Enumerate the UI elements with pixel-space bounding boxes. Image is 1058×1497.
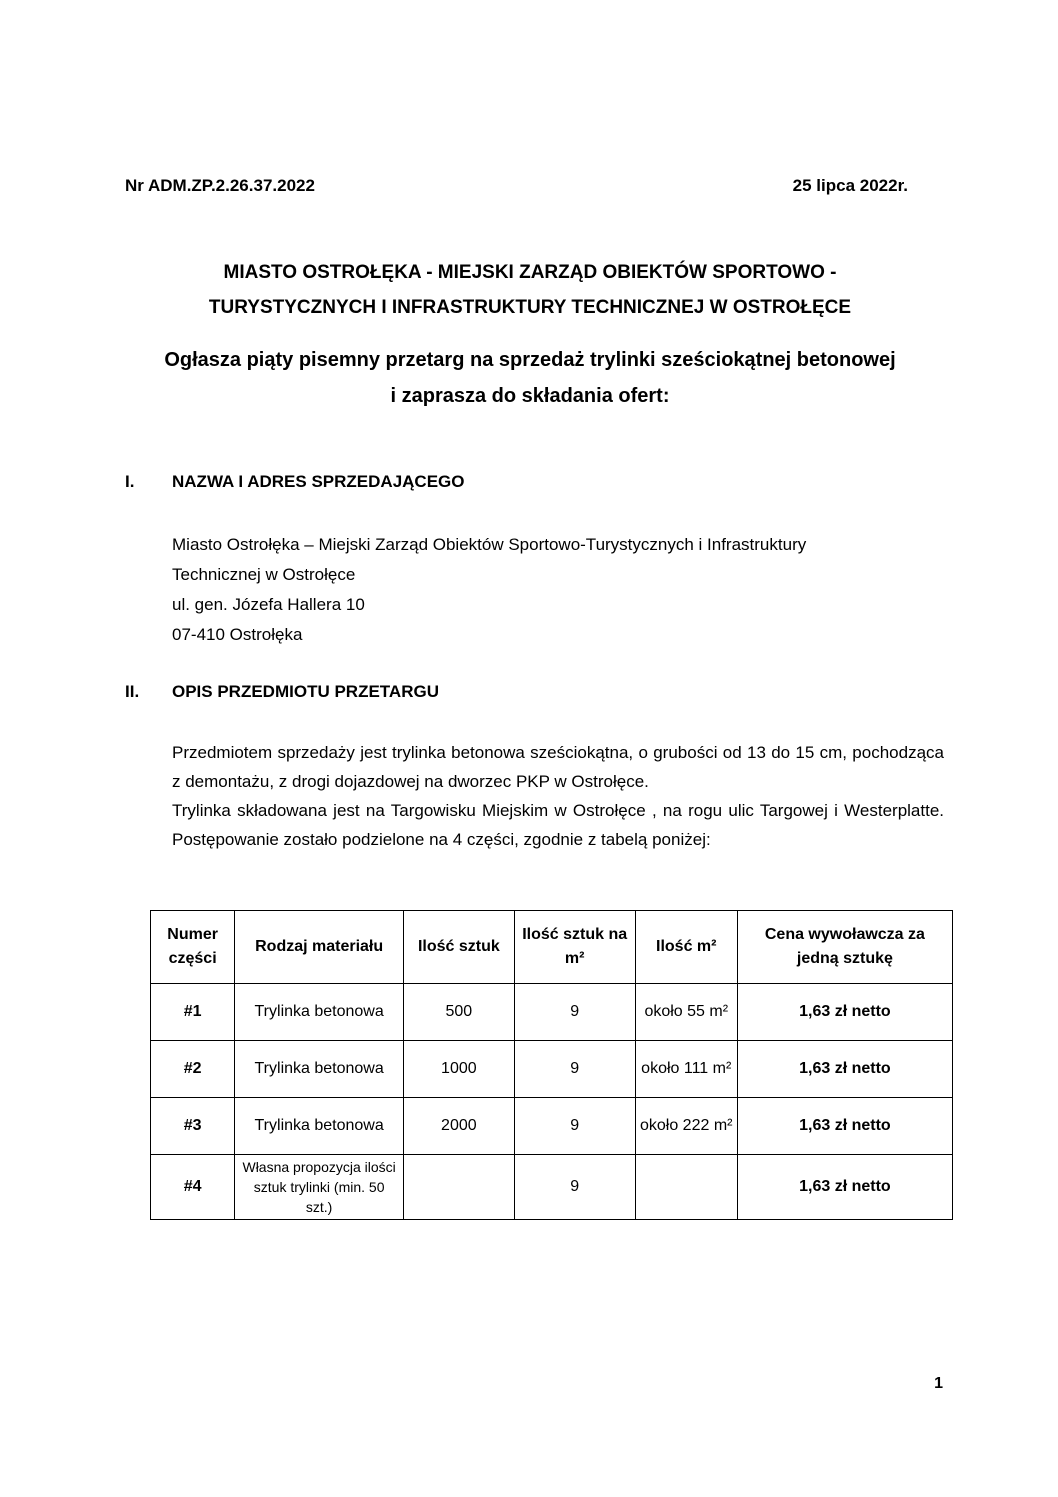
cell-price: 1,63 zł netto — [737, 1098, 952, 1155]
description-paragraph: Trylinka składowana jest na Targowisku Miejskim w Ostrołęce , na rogu ulic Targowej i Westerplatte. Postępowanie zostało podzielone na 4 części, zgodnie z tabelą poniżej: — [172, 801, 944, 849]
description-paragraph: Przedmiotem sprzedaży jest trylinka betonowa sześciokątna, o grubości od 13 do 15 cm, pochodząca z demontażu, z drogi dojazdowej na dworzec PKP w Ostrołęce. — [172, 743, 944, 791]
cell-pieces — [404, 1155, 515, 1220]
header-pieces-per-m2: Ilość sztuk na m² — [514, 911, 635, 984]
table-row — [151, 1098, 953, 1155]
cell-material: Trylinka betonowa — [235, 1041, 404, 1098]
table-row — [151, 1041, 953, 1098]
reference-number: Nr ADM.ZP.2.26.37.2022 — [125, 176, 315, 195]
cell-part: #4 — [151, 1155, 235, 1220]
cell-part: #1 — [151, 984, 235, 1041]
header-pieces: Ilość sztuk — [404, 911, 515, 984]
cell-material: Własna propozycja ilości sztuk trylinki (min. 50 szt.) — [235, 1155, 404, 1220]
document-subtitle — [120, 342, 940, 414]
section-1-heading: NAZWA I ADRES SPRZEDAJĄCEGO — [172, 472, 465, 491]
section-2-heading: OPIS PRZEDMIOTU PRZETARGU — [172, 682, 439, 701]
address-line: 07-410 Ostrołęka — [172, 625, 303, 644]
header-part-number: Numer części — [151, 911, 235, 984]
seller-address — [172, 530, 806, 650]
cell-price: 1,63 zł netto — [737, 1155, 952, 1220]
table-row — [151, 984, 953, 1041]
cell-price: 1,63 zł netto — [737, 1041, 952, 1098]
cell-per-m2: 9 — [514, 984, 635, 1041]
cell-material: Trylinka betonowa — [235, 984, 404, 1041]
cell-pieces: 500 — [404, 984, 515, 1041]
table-row — [151, 1155, 953, 1220]
section-2-number: II. — [125, 682, 140, 701]
title-line-1: MIASTO OSTROŁĘKA - MIEJSKI ZARZĄD OBIEKTÓW SPORTOWO - — [223, 262, 837, 283]
header-material: Rodzaj materiału — [235, 911, 404, 984]
cell-price: 1,63 zł netto — [737, 984, 952, 1041]
cell-per-m2: 9 — [514, 1041, 635, 1098]
address-line: Technicznej w Ostrołęce — [172, 565, 356, 584]
subject-description — [172, 738, 944, 854]
cell-pieces: 2000 — [404, 1098, 515, 1155]
table-header-row — [151, 911, 953, 984]
document-date: 25 lipca 2022r. — [792, 176, 908, 195]
cell-per-m2: 9 — [514, 1098, 635, 1155]
cell-area: około 111 m² — [635, 1041, 737, 1098]
subtitle-line-1: Ogłasza piąty pisemny przetarg na sprzedaż trylinki sześciokątnej betonowej — [164, 349, 896, 371]
title-line-2: TURYSTYCZNYCH I INFRASTRUKTURY TECHNICZNEJ W OSTROŁĘCE — [208, 297, 852, 318]
cell-material: Trylinka betonowa — [235, 1098, 404, 1155]
page-number: 1 — [934, 1375, 943, 1392]
cell-part: #3 — [151, 1098, 235, 1155]
document-title — [120, 255, 940, 325]
cell-area — [635, 1155, 737, 1220]
header-area: Ilość m² — [635, 911, 737, 984]
cell-pieces: 1000 — [404, 1041, 515, 1098]
cell-part: #2 — [151, 1041, 235, 1098]
lots-table — [150, 910, 953, 1220]
subtitle-line-2: i zaprasza do składania ofert: — [390, 385, 670, 407]
cell-area: około 222 m² — [635, 1098, 737, 1155]
cell-area: około 55 m² — [635, 984, 737, 1041]
cell-per-m2: 9 — [514, 1155, 635, 1220]
section-1-number: I. — [125, 472, 135, 491]
address-line: ul. gen. Józefa Hallera 10 — [172, 595, 365, 614]
address-line: Miasto Ostrołęka – Miejski Zarząd Obiektów Sportowo-Turystycznych i Infrastruktury — [172, 535, 807, 554]
header-starting-price: Cena wywoławcza za jedną sztukę — [737, 911, 952, 984]
